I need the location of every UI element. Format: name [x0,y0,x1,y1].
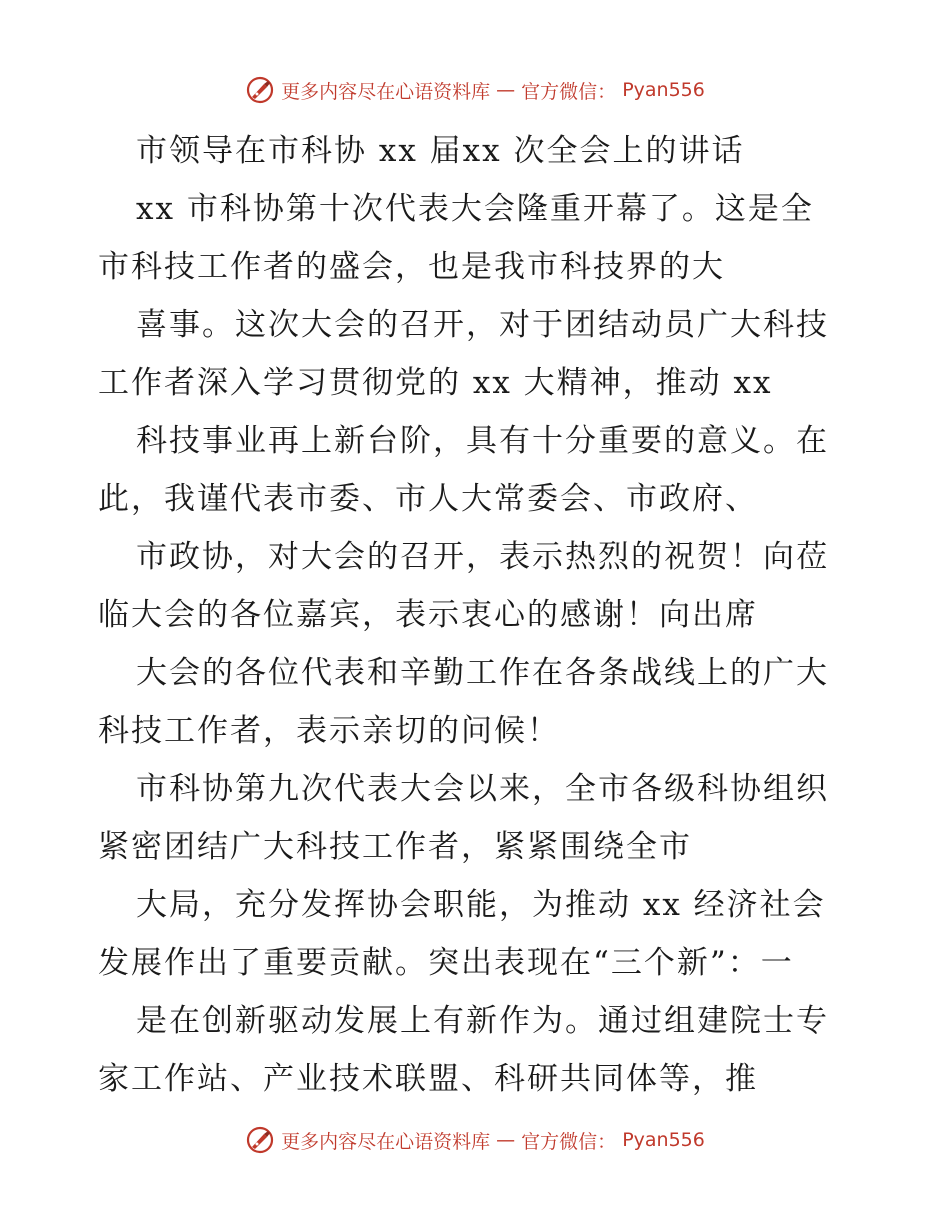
paragraph-line: 发展作出了重要贡献。突出表现在“三个新”：一 [98,945,794,981]
document-title: 市领导在市科协 xx 届xx 次全会上的讲话 [136,133,745,169]
paragraph-line: 科技事业再上新台阶，具有十分重要的意义。在 [136,423,829,459]
watermark-account-label: 官方微信： [521,1130,617,1153]
paragraph-line: 市政协，对大会的召开，表示热烈的祝贺！向莅 [136,539,829,575]
paragraph-line: 家工作站、产业技术联盟、科研共同体等，推 [98,1061,758,1097]
watermark-account-id: Pyan556 [622,79,705,101]
paragraph-line: 大局，充分发挥协会职能，为推动 xx 经济社会 [136,887,826,923]
header-watermark [0,70,950,110]
paragraph-line: 喜事。这次大会的召开，对于团结动员广大科技 [136,307,829,343]
paragraph-line: 大会的各位代表和辛勤工作在各条战线上的广大 [136,655,829,691]
paragraph-line: 市科技工作者的盛会，也是我市科技界的大 [98,249,725,285]
paragraph-line: 此，我谨代表市委、市人大常委会、市政府、 [98,481,758,517]
pen-nib-logo-icon [245,1125,275,1155]
watermark-dash: — [496,79,516,101]
watermark-account-label: 官方微信： [521,80,617,103]
paragraph-line: 市科协第九次代表大会以来，全市各级科协组织 [136,771,829,807]
document-body [98,122,858,1108]
paragraph-line: 工作者深入学习贯彻党的 xx 大精神，推动 xx [98,365,773,401]
paragraph-line: 是在创新驱动发展上有新作为。通过组建院士专 [136,1003,829,1039]
paragraph-line: xx 市科协第十次代表大会隆重开幕了。这是全 [136,191,814,227]
paragraph-line: 临大会的各位嘉宾，表示衷心的感谢！向出席 [98,597,758,633]
paragraph-line: 科技工作者，表示亲切的问候！ [98,713,560,749]
watermark-dash: — [496,1129,516,1151]
footer-watermark [0,1120,950,1160]
pen-nib-logo-icon [245,75,275,105]
paragraph-line: 紧密团结广大科技工作者，紧紧围绕全市 [98,829,692,865]
watermark-text: 更多内容尽在心语资料库 [281,1130,491,1153]
watermark-account-id: Pyan556 [622,1129,705,1151]
watermark-text: 更多内容尽在心语资料库 [281,80,491,103]
